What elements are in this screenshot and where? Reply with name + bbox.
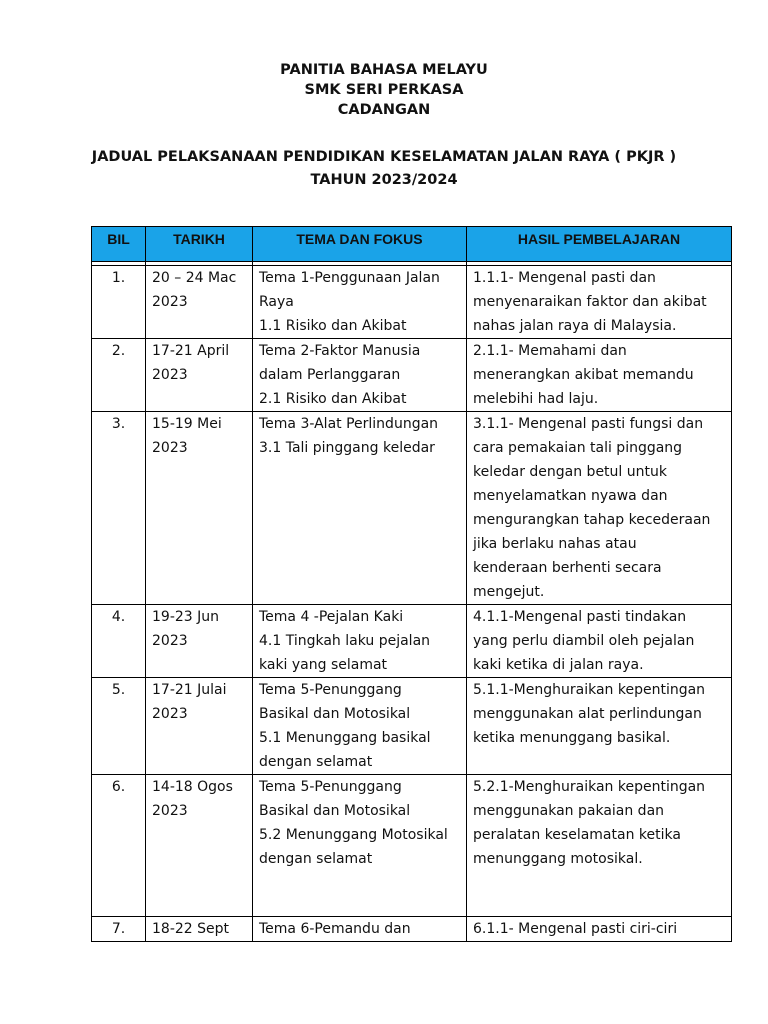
cell-hasil <box>467 775 732 917</box>
cell-tema-line: 4.1 Tingkah laku pejalan <box>259 633 431 649</box>
document-header <box>0 60 768 120</box>
cell-tarikh-line: 2023 <box>152 367 188 383</box>
cell-tema-line: Raya <box>259 294 294 310</box>
cell-hasil <box>467 605 732 678</box>
header-tema: TEMA DAN FOKUS <box>253 227 467 262</box>
cell-tema-line: 5.1 Menunggang basikal <box>259 730 431 746</box>
cell-hasil-line: 2.1.1- Memahami dan <box>473 343 627 359</box>
cell-bil: 2. <box>92 339 146 412</box>
cell-tema <box>253 775 467 917</box>
cell-tarikh-line: 2023 <box>152 803 188 819</box>
cell-tarikh-line: 17-21 Julai <box>152 682 227 698</box>
header-tarikh: TARIKH <box>146 227 253 262</box>
cell-hasil-line: 4.1.1-Mengenal pasti tindakan <box>473 609 687 625</box>
cell-hasil-line: 5.2.1-Menghuraikan kepentingan <box>473 779 706 795</box>
cell-hasil-line: 5.1.1-Menghuraikan kepentingan <box>473 682 706 698</box>
cell-hasil-line: menggunakan pakaian dan <box>473 803 665 819</box>
cell-tema <box>253 339 467 412</box>
cell-hasil <box>467 678 732 775</box>
cell-tema <box>253 917 467 942</box>
cell-hasil-line: yang perlu diambil oleh pejalan <box>473 633 695 649</box>
cell-tema-line: Tema 4 -Pejalan Kaki <box>259 609 404 625</box>
document-year: TAHUN 2023/2024 <box>310 172 458 188</box>
cell-hasil-line: ketika menunggang basikal. <box>473 730 671 746</box>
cell-tarikh <box>146 678 253 775</box>
cell-hasil-line: menerangkan akibat memandu <box>473 367 694 383</box>
cell-tema-line: 1.1 Risiko dan Akibat <box>259 318 407 334</box>
cell-bil: 3. <box>92 412 146 605</box>
cell-tarikh-line: 14-18 Ogos <box>152 779 233 795</box>
cell-bil: 7. <box>92 917 146 942</box>
cell-tema-line: Tema 3-Alat Perlindungan <box>259 416 439 432</box>
cell-tarikh <box>146 775 253 917</box>
cell-hasil-line: keledar dengan betul untuk <box>473 464 667 480</box>
header-hasil: HASIL PEMBELAJARAN <box>467 227 732 262</box>
cell-tarikh-line: 20 – 24 Mac <box>152 270 237 286</box>
cell-hasil-line: menyelamatkan nyawa dan <box>473 488 668 504</box>
committee-name: PANITIA BAHASA MELAYU <box>280 62 488 78</box>
cell-tema-line: Basikal dan Motosikal <box>259 706 411 722</box>
cell-tema <box>253 605 467 678</box>
table-row <box>92 775 732 917</box>
cell-tarikh-line: 19-23 Jun <box>152 609 220 625</box>
cell-tarikh-line: 15-19 Mei <box>152 416 222 432</box>
document-title-block <box>0 146 768 192</box>
cell-hasil-line: mengurangkan tahap kecederaan <box>473 512 711 528</box>
cell-hasil-line: 3.1.1- Mengenal pasti fungsi dan <box>473 416 704 432</box>
cell-bil: 4. <box>92 605 146 678</box>
school-name: SMK SERI PERKASA <box>304 82 464 98</box>
cell-bil: 1. <box>92 266 146 339</box>
table-body <box>92 262 732 942</box>
table-row <box>92 917 732 942</box>
cell-hasil-line: menyenaraikan faktor dan akibat <box>473 294 707 310</box>
table-row <box>92 339 732 412</box>
table-row <box>92 266 732 339</box>
document-title: JADUAL PELAKSANAAN PENDIDIKAN KESELAMATAN JALAN RAYA ( PKJR ) <box>91 149 677 165</box>
cell-tema-line: Tema 5-Penunggang <box>259 779 402 795</box>
cell-tema-line: 3.1 Tali pinggang keledar <box>259 440 435 456</box>
cell-tarikh <box>146 917 253 942</box>
cell-hasil <box>467 339 732 412</box>
cell-hasil-line: menggunakan alat perlindungan <box>473 706 702 722</box>
cell-tema-line: Tema 5-Penunggang <box>259 682 402 698</box>
cell-tarikh <box>146 266 253 339</box>
table-header-row <box>92 227 732 262</box>
cell-tema-line: 2.1 Risiko dan Akibat <box>259 391 407 407</box>
cell-hasil-line: cara pemakaian tali pinggang <box>473 440 683 456</box>
cell-tarikh-line: 2023 <box>152 706 188 722</box>
cell-hasil-line: melebihi had laju. <box>473 391 599 407</box>
cell-hasil <box>467 917 732 942</box>
cell-hasil-line: 6.1.1- Mengenal pasti ciri-ciri <box>473 921 678 937</box>
cell-tarikh-line: 2023 <box>152 294 188 310</box>
cell-hasil-line: menunggang motosikal. <box>473 851 643 867</box>
cell-tarikh-line: 17-21 April <box>152 343 230 359</box>
cell-tarikh <box>146 605 253 678</box>
cell-tema-line: 5.2 Menunggang Motosikal <box>259 827 448 843</box>
cell-tema-line: dengan selamat <box>259 851 373 867</box>
cell-hasil <box>467 266 732 339</box>
table-row <box>92 412 732 605</box>
cell-tarikh <box>146 339 253 412</box>
cell-tema <box>253 678 467 775</box>
cell-tema-line: Tema 2-Faktor Manusia <box>259 343 421 359</box>
cell-tarikh-line: 18-22 Sept <box>152 921 230 937</box>
cell-tema-line: Tema 6-Pemandu dan <box>259 921 411 937</box>
cell-tarikh <box>146 412 253 605</box>
cell-tema-line: Basikal dan Motosikal <box>259 803 411 819</box>
cell-hasil-line: jika berlaku nahas atau <box>473 536 637 552</box>
cell-hasil-line: 1.1.1- Mengenal pasti dan <box>473 270 656 286</box>
cell-hasil-line: peralatan keselamatan ketika <box>473 827 681 843</box>
cell-hasil-line: nahas jalan raya di Malaysia. <box>473 318 677 334</box>
cell-hasil-line: kenderaan berhenti secara <box>473 560 662 576</box>
cell-tema-line: kaki yang selamat <box>259 657 388 673</box>
cell-hasil-line: kaki ketika di jalan raya. <box>473 657 644 673</box>
cell-tema <box>253 412 467 605</box>
table-row <box>92 678 732 775</box>
table-row <box>92 605 732 678</box>
cell-tema <box>253 266 467 339</box>
cell-tarikh-line: 2023 <box>152 633 188 649</box>
cell-bil: 6. <box>92 775 146 917</box>
cell-tema-line: Tema 1-Penggunaan Jalan <box>259 270 440 286</box>
proposal-label: CADANGAN <box>337 102 431 118</box>
header-bil: BIL <box>92 227 146 262</box>
cell-hasil-line: mengejut. <box>473 584 545 600</box>
cell-tema-line: dengan selamat <box>259 754 373 770</box>
cell-bil: 5. <box>92 678 146 775</box>
cell-tarikh-line: 2023 <box>152 440 188 456</box>
schedule-table <box>91 226 732 942</box>
cell-hasil <box>467 412 732 605</box>
cell-tema-line: dalam Perlanggaran <box>259 367 401 383</box>
